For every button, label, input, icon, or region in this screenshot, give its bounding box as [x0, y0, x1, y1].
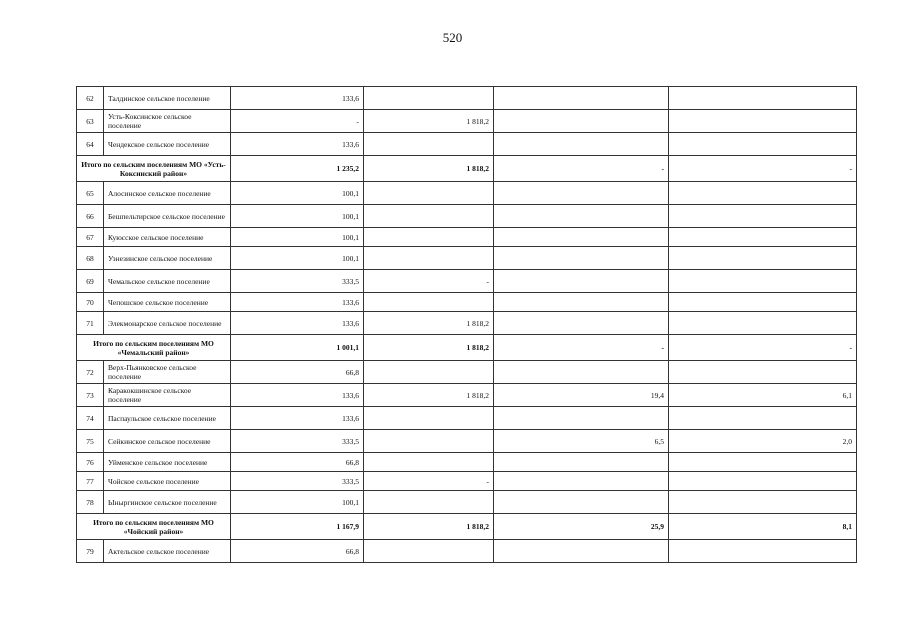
amount-cell-1: 66,8: [231, 453, 364, 472]
amount-cell-2: 1 818,2: [364, 312, 494, 335]
amount-cell-3: -: [494, 156, 669, 182]
table-row: [77, 312, 857, 335]
amount-cell-4: [669, 491, 857, 514]
amount-cell-4: [669, 312, 857, 335]
table-row: [77, 133, 857, 156]
amount-cell-1: 333,5: [231, 270, 364, 293]
amount-cell-1: 66,8: [231, 361, 364, 384]
amount-cell-3: [494, 133, 669, 156]
settlement-name: Чендекское сельское поселение: [104, 133, 231, 156]
amount-cell-1: 100,1: [231, 491, 364, 514]
table-row: [77, 87, 857, 110]
row-number: 65: [77, 182, 104, 205]
amount-cell-1: 133,6: [231, 87, 364, 110]
settlement-name: Актельское сельское поселение: [104, 540, 231, 563]
amount-cell-3: [494, 228, 669, 247]
amount-cell-3: [494, 270, 669, 293]
settlement-name: Паспаульское сельское поселение: [104, 407, 231, 430]
table-row: [77, 270, 857, 293]
amount-cell-4: [669, 472, 857, 491]
table-row: [77, 472, 857, 491]
amount-cell-3: 19,4: [494, 384, 669, 407]
amount-cell-1: 100,1: [231, 247, 364, 270]
amount-cell-4: 6,1: [669, 384, 857, 407]
amount-cell-1: 66,8: [231, 540, 364, 563]
settlement-name: Уйменское сельское поселение: [104, 453, 231, 472]
amount-cell-2: [364, 491, 494, 514]
table-row: [77, 247, 857, 270]
amount-cell-1: 1 001,1: [231, 335, 364, 361]
table-row: [77, 384, 857, 407]
row-number: 67: [77, 228, 104, 247]
amount-cell-4: [669, 293, 857, 312]
amount-cell-4: [669, 228, 857, 247]
settlement-name: Чемальское сельское поселение: [104, 270, 231, 293]
amount-cell-4: [669, 361, 857, 384]
amount-cell-1: 133,6: [231, 384, 364, 407]
settlement-name: Куюсское сельское поселение: [104, 228, 231, 247]
subtotal-label: Итого по сельским поселениям МО «Усть-Коксинский район»: [77, 156, 231, 182]
table-row: [77, 407, 857, 430]
amount-cell-2: [364, 247, 494, 270]
settlement-name: Бешпельтирское сельское поселение: [104, 205, 231, 228]
settlement-name: Верх-Пьянковское сельское поселение: [104, 361, 231, 384]
settlement-name: Усть-Коксинское сельское поселение: [104, 110, 231, 133]
table-row: [77, 491, 857, 514]
amount-cell-2: 1 818,2: [364, 110, 494, 133]
row-number: 79: [77, 540, 104, 563]
amount-cell-1: 133,6: [231, 133, 364, 156]
amount-cell-3: [494, 491, 669, 514]
row-number: 75: [77, 430, 104, 453]
amount-cell-1: 133,6: [231, 407, 364, 430]
amount-cell-3: [494, 540, 669, 563]
amount-cell-2: [364, 430, 494, 453]
amount-cell-3: [494, 453, 669, 472]
subtotal-row: [77, 514, 857, 540]
settlement-name: Ыныргинское сельское поселение: [104, 491, 231, 514]
amount-cell-1: 100,1: [231, 228, 364, 247]
amount-cell-2: [364, 87, 494, 110]
row-number: 62: [77, 87, 104, 110]
amount-cell-2: [364, 361, 494, 384]
amount-cell-2: 1 818,2: [364, 514, 494, 540]
row-number: 64: [77, 133, 104, 156]
row-number: 72: [77, 361, 104, 384]
subtotal-row: [77, 156, 857, 182]
amount-cell-4: [669, 205, 857, 228]
row-number: 77: [77, 472, 104, 491]
settlement-name: Каракокшинское сельское поселение: [104, 384, 231, 407]
amount-cell-4: 2,0: [669, 430, 857, 453]
amount-cell-2: [364, 182, 494, 205]
amount-cell-1: 333,5: [231, 472, 364, 491]
amount-cell-3: 25,9: [494, 514, 669, 540]
amount-cell-2: [364, 133, 494, 156]
row-number: 73: [77, 384, 104, 407]
row-number: 71: [77, 312, 104, 335]
amount-cell-2: [364, 407, 494, 430]
amount-cell-2: -: [364, 472, 494, 491]
row-number: 63: [77, 110, 104, 133]
settlement-name: Узнезинское сельское поселение: [104, 247, 231, 270]
amount-cell-3: [494, 110, 669, 133]
amount-cell-1: 333,5: [231, 430, 364, 453]
table-row: [77, 228, 857, 247]
amount-cell-1: 100,1: [231, 205, 364, 228]
amount-cell-2: -: [364, 270, 494, 293]
amount-cell-1: 133,6: [231, 312, 364, 335]
amount-cell-2: 1 818,2: [364, 335, 494, 361]
amount-cell-4: [669, 182, 857, 205]
table-body: [77, 87, 857, 563]
amount-cell-1: 100,1: [231, 182, 364, 205]
amount-cell-3: [494, 293, 669, 312]
amount-cell-2: [364, 293, 494, 312]
table-row: [77, 293, 857, 312]
settlement-name: Талдинское сельское поселение: [104, 87, 231, 110]
amount-cell-4: [669, 540, 857, 563]
table-row: [77, 430, 857, 453]
amount-cell-2: 1 818,2: [364, 384, 494, 407]
row-number: 70: [77, 293, 104, 312]
amount-cell-4: [669, 133, 857, 156]
settlement-name: Чепошское сельское поселение: [104, 293, 231, 312]
page-number: 520: [442, 30, 463, 45]
amount-cell-2: 1 818,2: [364, 156, 494, 182]
amount-cell-3: [494, 182, 669, 205]
row-number: 66: [77, 205, 104, 228]
amount-cell-1: 1 167,9: [231, 514, 364, 540]
row-number: 74: [77, 407, 104, 430]
budget-table: [76, 86, 857, 563]
amount-cell-4: [669, 87, 857, 110]
amount-cell-1: 133,6: [231, 293, 364, 312]
subtotal-label: Итого по сельским поселениям МО «Чойский район»: [77, 514, 231, 540]
amount-cell-3: [494, 472, 669, 491]
amount-cell-3: [494, 247, 669, 270]
row-number: 69: [77, 270, 104, 293]
amount-cell-2: [364, 453, 494, 472]
amount-cell-4: 8,1: [669, 514, 857, 540]
amount-cell-1: -: [231, 110, 364, 133]
amount-cell-3: 6,5: [494, 430, 669, 453]
table-row: [77, 361, 857, 384]
table-row: [77, 205, 857, 228]
settlement-name: Элекмонарское сельское поселение: [104, 312, 231, 335]
row-number: 68: [77, 247, 104, 270]
settlement-name: Алосинское сельское поселение: [104, 182, 231, 205]
amount-cell-4: [669, 110, 857, 133]
amount-cell-4: [669, 247, 857, 270]
amount-cell-3: [494, 87, 669, 110]
subtotal-label: Итого по сельским поселениям МО «Чемальский район»: [77, 335, 231, 361]
amount-cell-3: [494, 205, 669, 228]
amount-cell-3: [494, 312, 669, 335]
row-number: 76: [77, 453, 104, 472]
amount-cell-4: [669, 407, 857, 430]
amount-cell-3: [494, 361, 669, 384]
amount-cell-2: [364, 540, 494, 563]
table-row: [77, 182, 857, 205]
amount-cell-3: -: [494, 335, 669, 361]
amount-cell-4: [669, 270, 857, 293]
amount-cell-3: [494, 407, 669, 430]
amount-cell-4: -: [669, 156, 857, 182]
table-row: [77, 453, 857, 472]
amount-cell-2: [364, 228, 494, 247]
row-number: 78: [77, 491, 104, 514]
amount-cell-4: -: [669, 335, 857, 361]
amount-cell-4: [669, 453, 857, 472]
amount-cell-1: 1 235,2: [231, 156, 364, 182]
table-row: [77, 110, 857, 133]
subtotal-row: [77, 335, 857, 361]
table-row: [77, 540, 857, 563]
settlement-name: Сейкинское сельское поселение: [104, 430, 231, 453]
amount-cell-2: [364, 205, 494, 228]
settlement-name: Чойское сельское поселение: [104, 472, 231, 491]
